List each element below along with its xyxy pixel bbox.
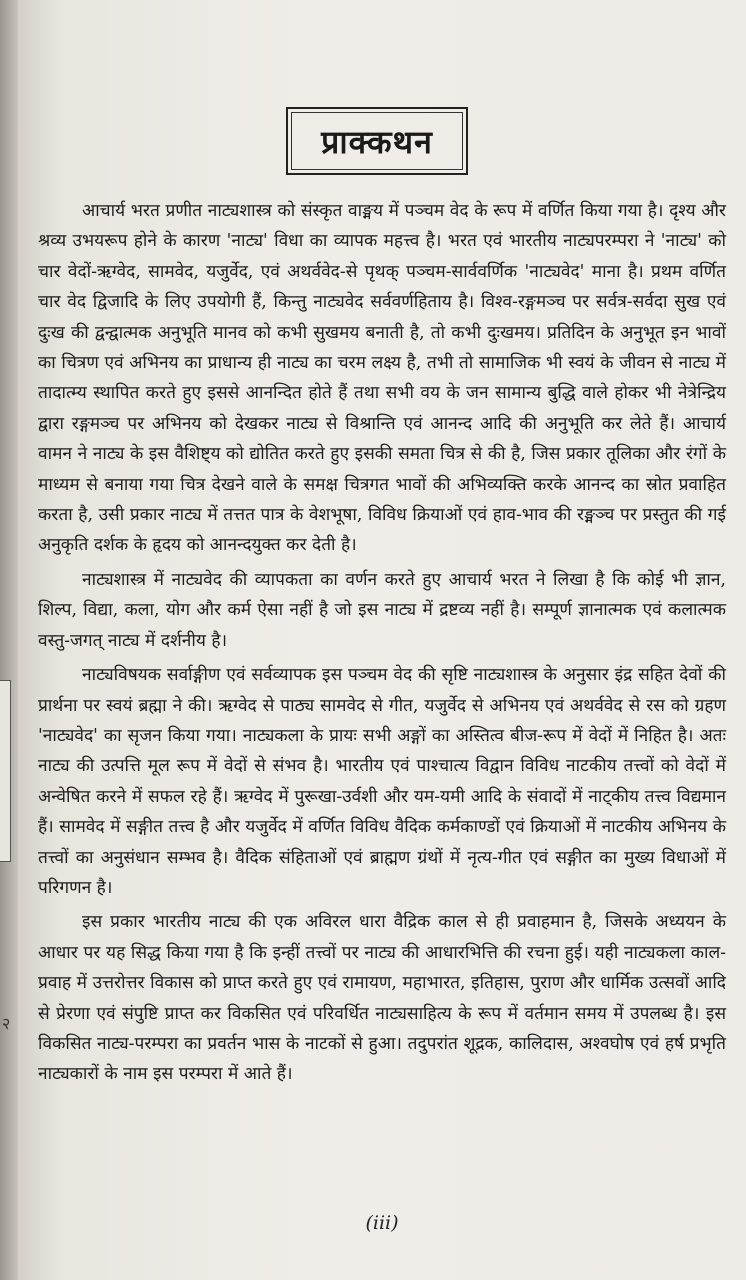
- paragraph-3: नाट्यविषयक सर्वाङ्गीण एवं सर्वव्यापक इस पञ्चम वेद की सृष्टि नाट्यशास्त्र के अनुसार इंद्र सहित देवों की प्रार्थना पर स्वयं ब्रह्मा ने की। ऋग्वेद से पाठ्य सामवेद से गीत, यजुर्वेद से अभिनय एवं अथर्ववेद से रस को ग्रहण 'नाट्यवेद' का सृजन किया गया। नाट्यकला के प्रायः सभी अङ्गों का अस्तित्व बीज-रूप में वेदों में निहित है। अतः नाट्य की उत्पत्ति मूल रूप में वेदों से संभव है। भारतीय एवं पाश्चात्य विद्वान विविध नाटकीय तत्त्वों को वेदों में अन्वेषित करने में सफल रहे हैं। ऋग्वेद में पुरूखा-उर्वशी और यम-यमी आदि के संवादों में नाट्कीय तत्त्व विद्यमान हैं। सामवेद में सङ्गीत तत्त्व है और यजुर्वेद में वर्णित विविध वैदिक कर्मकाण्डों एवं क्रियाओं में नाटकीय अभिनय के तत्त्वों का अनुसंधान सम्भव है। वैदिक संहिताओं एवं ब्राह्मण ग्रंथों में नृत्य-गीत एवं सङ्गीत का मुख्य विधाओं में परिगणन है।: [38, 665, 726, 898]
- page-title: प्राक्कथन: [321, 122, 433, 161]
- page-number: (iii): [365, 1212, 399, 1234]
- adjacent-page-edge: [0, 680, 11, 862]
- paragraph-1: आचार्य भरत प्रणीत नाट्यशास्त्र को संस्कृत वाङ्मय में पञ्चम वेद के रूप में वर्णित किया गया है। दृश्य और श्रव्य उभयरूप होने के कारण 'नाट्य' विधा का व्यापक महत्त्व है। भरत एवं भारतीय नाट्यपरम्परा ने 'नाट्य' को चार वेदों-ऋग्वेद, सामवेद, यजुर्वेद, एवं अथर्ववेद-से पृथक् पञ्चम-सार्ववर्णिक 'नाट्यवेद' माना है। प्रथम वर्णित चार वेद द्विजादि के लिए उपयोगी हैं, किन्तु नाट्यवेद सर्ववर्णहिताय है। विश्व-रङ्गमञ्च पर सर्वत्र-सर्वदा सुख एवं दुःख की द्वन्द्वात्मक अनुभूति मानव को कभी सुखमय बनाती है, तो कभी दुःखमय। प्रतिदिन के अनुभूत इन भावों का चित्रण एवं अभिनय का प्राधान्य ही नाट्य का चरम लक्ष्य है, तभी तो सामाजिक भी स्वयं के जीवन से नाट्य में तादात्म्य स्थापित करते हुए इससे आनन्दित होते हैं तथा सभी वय के जन सामान्य बुद्धि वाले होकर भी नेत्रेन्द्रिय द्वारा रङ्गमञ्च पर अभिनय को देखकर नाट्य से विश्रान्ति एवं आनन्द आदि की अनुभूति कर लेते हैं। आचार्य वामन ने नाट्य के इस वैशिष्ट्य को द्योतित करते हुए इसकी समता चित्र से की है, जिस प्रकार तूलिका और रंगों के माध्यम से बनाया गया चित्र देखने वाले के समक्ष चित्रगत भावों की अभिव्यक्ति करके आनन्द का स्रोत प्रवाहित करता है, उसी प्रकार नाट्य में तत्तत पात्र के वेशभूषा, विविध क्रियाओं एवं हाव-भाव की रङ्मञ्च पर प्रस्तुत की गई अनुकृति दर्शक के हृदय को आनन्दयुक्त कर देती है।: [38, 201, 726, 556]
- paragraph-4: इस प्रकार भारतीय नाट्य की एक अविरल धारा वैद्रिक काल से ही प्रवाहमान है, जिसके अध्ययन के आधार पर यह सिद्ध किया गया है कि इन्हीं तत्त्वों पर नाट्य की आधारभित्ति की रचना हुई। यही नाट्यकला काल-प्रवाह में उत्तरोत्तर विकास को प्राप्त करते हुए एवं रामायण, महाभारत, इतिहास, पुराण और धार्मिक उत्सवों आदि से प्रेरणा एवं संपुष्टि प्राप्त कर विकसित एवं परिवर्धित नाट्यसाहित्य के रूप में वर्तमान समय में उपलब्ध है। इस विकसित नाट्य-परम्परा का प्रवर्तन भास के नाटकों से हुआ। तदुपरांत शूद्रक, कालिदास, अश्वघोष एवं हर्ष प्रभृति नाट्यकारों के नाम इस परम्परा में आते हैं।: [38, 912, 726, 1085]
- binding-shadow: [0, 0, 18, 1280]
- margin-mark: २: [2, 1014, 11, 1033]
- book-page: [18, 0, 746, 1280]
- paragraph-2: नाट्यशास्त्र में नाट्यवेद की व्यापकता का वर्णन करते हुए आचार्य भरत ने लिखा है कि कोई भी ज्ञान, शिल्प, विद्या, कला, योग और कर्म ऐसा नहीं है जो इस नाट्य में द्रष्टव्य नहीं है। सम्पूर्ण ज्ञानात्मक एवं कलात्मक वस्तु-जगत् नाट्य में दर्शनीय है।: [38, 569, 726, 651]
- title-frame: [286, 107, 468, 175]
- body-text: [38, 196, 726, 1090]
